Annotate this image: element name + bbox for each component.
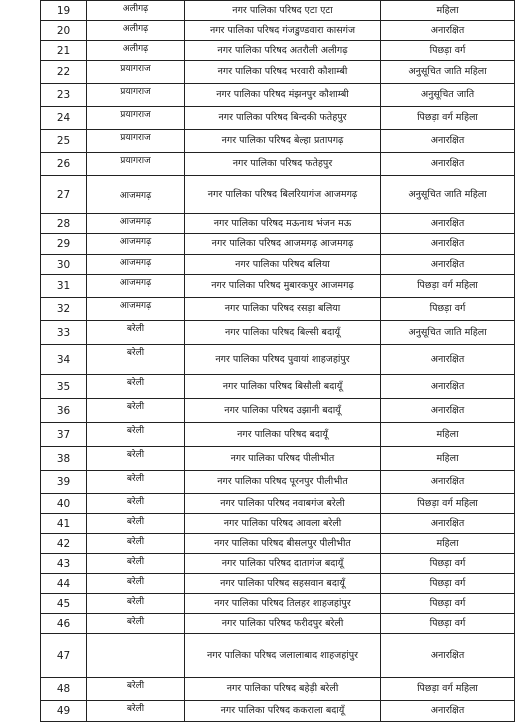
serial-number: 23 [41, 84, 87, 107]
table-row [41, 345, 515, 375]
reservation-category: अनारक्षित [381, 701, 515, 722]
table-row [41, 298, 515, 321]
reservation-category: अनारक्षित [381, 255, 515, 275]
division-cell: बरेली [87, 594, 185, 614]
serial-number: 24 [41, 107, 87, 130]
municipality-name: नगर पालिका परिषद सहसवान बदायूँ [185, 574, 381, 594]
serial-number: 48 [41, 678, 87, 701]
municipality-name: नगर पालिका परिषद तिलहर शाहजहांपुर [185, 594, 381, 614]
table-row [41, 554, 515, 574]
serial-number: 22 [41, 61, 87, 84]
serial-number: 43 [41, 554, 87, 574]
serial-number: 29 [41, 234, 87, 255]
municipality-name: नगर पालिका परिषद मुबारकपुर आजमगढ़ [185, 275, 381, 298]
serial-number: 34 [41, 345, 87, 375]
municipality-name: नगर पालिका परिषद एटा एटा [185, 1, 381, 21]
division-cell: अलीगढ़ [87, 21, 185, 41]
serial-number: 30 [41, 255, 87, 275]
municipality-name: नगर पालिका परिषद पुवायां शाहजहांपुर [185, 345, 381, 375]
serial-number: 33 [41, 321, 87, 345]
division-cell: बरेली [87, 574, 185, 594]
serial-number: 27 [41, 176, 87, 214]
serial-number: 47 [41, 634, 87, 678]
serial-number: 25 [41, 130, 87, 153]
municipality-name: नगर पालिका परिषद मऊनाथ भंजन मऊ [185, 214, 381, 234]
division-cell [87, 634, 185, 678]
division-cell: बरेली [87, 614, 185, 634]
serial-number: 46 [41, 614, 87, 634]
reservation-category: अनारक्षित [381, 153, 515, 176]
municipality-name: नगर पालिका परिषद मंझनपुर कौशाम्बी [185, 84, 381, 107]
table-row [41, 471, 515, 494]
reservation-category: पिछड़ा वर्ग महिला [381, 678, 515, 701]
table-row [41, 234, 515, 255]
municipality-name: नगर पालिका परिषद ककराला बदायूँ [185, 701, 381, 722]
table-row [41, 1, 515, 21]
table-row [41, 41, 515, 61]
serial-number: 26 [41, 153, 87, 176]
reservation-category: अनारक्षित [381, 21, 515, 41]
municipality-name: नगर पालिका परिषद बहेड़ी बरेली [185, 678, 381, 701]
serial-number: 35 [41, 375, 87, 399]
division-cell: बरेली [87, 375, 185, 399]
serial-number: 39 [41, 471, 87, 494]
serial-number: 36 [41, 399, 87, 423]
division-cell: बरेली [87, 471, 185, 494]
division-cell: बरेली [87, 534, 185, 554]
serial-number: 40 [41, 494, 87, 514]
municipality-name: नगर पालिका परिषद आवला बरेली [185, 514, 381, 534]
division-cell: बरेली [87, 494, 185, 514]
reservation-category: अनारक्षित [381, 234, 515, 255]
reservation-category: पिछड़ा वर्ग [381, 554, 515, 574]
reservation-category: पिछड़ा वर्ग [381, 298, 515, 321]
serial-number: 20 [41, 21, 87, 41]
serial-number: 41 [41, 514, 87, 534]
table-row [41, 214, 515, 234]
reservation-category: पिछड़ा वर्ग [381, 614, 515, 634]
table-row [41, 514, 515, 534]
reservation-category: अनारक्षित [381, 514, 515, 534]
reservation-category: पिछड़ा वर्ग [381, 574, 515, 594]
municipality-name: नगर पालिका परिषद आजमगढ़ आजमगढ़ [185, 234, 381, 255]
reservation-category: पिछड़ा वर्ग महिला [381, 107, 515, 130]
reservation-category: अनारक्षित [381, 471, 515, 494]
table-row [41, 107, 515, 130]
division-cell: बरेली [87, 423, 185, 447]
table-row [41, 494, 515, 514]
division-cell: बरेली [87, 399, 185, 423]
table-row [41, 321, 515, 345]
reservation-category: अनुसूचित जाति महिला [381, 321, 515, 345]
table-row [41, 701, 515, 722]
serial-number: 49 [41, 701, 87, 722]
division-cell: प्रयागराज [87, 107, 185, 130]
reservation-category: अनारक्षित [381, 634, 515, 678]
reservation-category: अनुसूचित जाति [381, 84, 515, 107]
serial-number: 42 [41, 534, 87, 554]
table-row [41, 84, 515, 107]
municipality-name: नगर पालिका परिषद जलालाबाद शाहजहांपुर [185, 634, 381, 678]
serial-number: 44 [41, 574, 87, 594]
table-row [41, 61, 515, 84]
municipality-name: नगर पालिका परिषद गंजडुण्डवारा कासगंज [185, 21, 381, 41]
reservation-category: अनारक्षित [381, 214, 515, 234]
reservation-category: महिला [381, 447, 515, 471]
division-cell: बरेली [87, 701, 185, 722]
division-cell: प्रयागराज [87, 84, 185, 107]
municipality-name: नगर पालिका परिषद बिलरियागंज आजमगढ़ [185, 176, 381, 214]
municipality-name: नगर पालिका परिषद रसड़ा बलिया [185, 298, 381, 321]
serial-number: 21 [41, 41, 87, 61]
table-row [41, 447, 515, 471]
division-cell: आजमगढ़ [87, 255, 185, 275]
reservation-category: महिला [381, 423, 515, 447]
division-cell: प्रयागराज [87, 61, 185, 84]
reservation-category: अनारक्षित [381, 345, 515, 375]
reservation-category: अनारक्षित [381, 130, 515, 153]
municipality-name: नगर पालिका परिषद भरवारी कौशाम्बी [185, 61, 381, 84]
reservation-category: पिछड़ा वर्ग महिला [381, 494, 515, 514]
table-row [41, 594, 515, 614]
municipality-name: नगर पालिका परिषद नवाबगंज बरेली [185, 494, 381, 514]
division-cell: आजमगढ़ [87, 298, 185, 321]
table-row [41, 176, 515, 214]
reservation-table [40, 0, 515, 722]
reservation-category: अनारक्षित [381, 399, 515, 423]
table-row [41, 423, 515, 447]
reservation-category: अनुसूचित जाति महिला [381, 61, 515, 84]
municipality-name: नगर पालिका परिषद बिल्सी बदायूँ [185, 321, 381, 345]
reservation-category: अनारक्षित [381, 375, 515, 399]
table-row [41, 255, 515, 275]
serial-number: 28 [41, 214, 87, 234]
reservation-category: पिछड़ा वर्ग [381, 594, 515, 614]
municipality-name: नगर पालिका परिषद पीलीभीत [185, 447, 381, 471]
municipality-name: नगर पालिका परिषद फरीदपुर बरेली [185, 614, 381, 634]
division-cell: बरेली [87, 514, 185, 534]
table-row [41, 275, 515, 298]
table-row [41, 153, 515, 176]
table-row [41, 375, 515, 399]
division-cell: प्रयागराज [87, 130, 185, 153]
serial-number: 32 [41, 298, 87, 321]
division-cell: बरेली [87, 447, 185, 471]
municipality-name: नगर पालिका परिषद बीसलपुर पीलीभीत [185, 534, 381, 554]
table-row [41, 399, 515, 423]
division-cell: बरेली [87, 678, 185, 701]
table-row [41, 614, 515, 634]
reservation-category: पिछड़ा वर्ग [381, 41, 515, 61]
division-cell: बरेली [87, 321, 185, 345]
serial-number: 19 [41, 1, 87, 21]
municipality-name: नगर पालिका परिषद बिन्दकी फतेहपुर [185, 107, 381, 130]
municipality-name: नगर पालिका परिषद उझानी बदायूँ [185, 399, 381, 423]
municipality-name: नगर पालिका परिषद पूरनपुर पीलीभीत [185, 471, 381, 494]
division-cell: आजमगढ़ [87, 234, 185, 255]
reservation-category: महिला [381, 1, 515, 21]
reservation-category: पिछड़ा वर्ग महिला [381, 275, 515, 298]
municipality-name: नगर पालिका परिषद बिसौली बदायूँ [185, 375, 381, 399]
table-row [41, 21, 515, 41]
municipality-name: नगर पालिका परिषद अतरौली अलीगढ़ [185, 41, 381, 61]
serial-number: 45 [41, 594, 87, 614]
serial-number: 37 [41, 423, 87, 447]
reservation-category: अनुसूचित जाति महिला [381, 176, 515, 214]
division-cell: अलीगढ़ [87, 41, 185, 61]
division-cell: बरेली [87, 554, 185, 574]
municipality-name: नगर पालिका परिषद बेल्हा प्रतापगढ़ [185, 130, 381, 153]
table-row [41, 130, 515, 153]
division-cell: आजमगढ़ [87, 214, 185, 234]
table-row [41, 574, 515, 594]
municipality-name: नगर पालिका परिषद बदायूँ [185, 423, 381, 447]
serial-number: 31 [41, 275, 87, 298]
division-cell: अलीगढ़ [87, 1, 185, 21]
table-row [41, 634, 515, 678]
municipality-name: नगर पालिका परिषद फतेहपुर [185, 153, 381, 176]
division-cell: प्रयागराज [87, 153, 185, 176]
reservation-category: महिला [381, 534, 515, 554]
serial-number: 38 [41, 447, 87, 471]
division-cell: बरेली [87, 345, 185, 375]
division-cell: आजमगढ़ [87, 176, 185, 214]
table-row [41, 678, 515, 701]
municipality-name: नगर पालिका परिषद बलिया [185, 255, 381, 275]
table-row [41, 534, 515, 554]
division-cell: आजमगढ़ [87, 275, 185, 298]
municipality-name: नगर पालिका परिषद दातागंज बदायूँ [185, 554, 381, 574]
